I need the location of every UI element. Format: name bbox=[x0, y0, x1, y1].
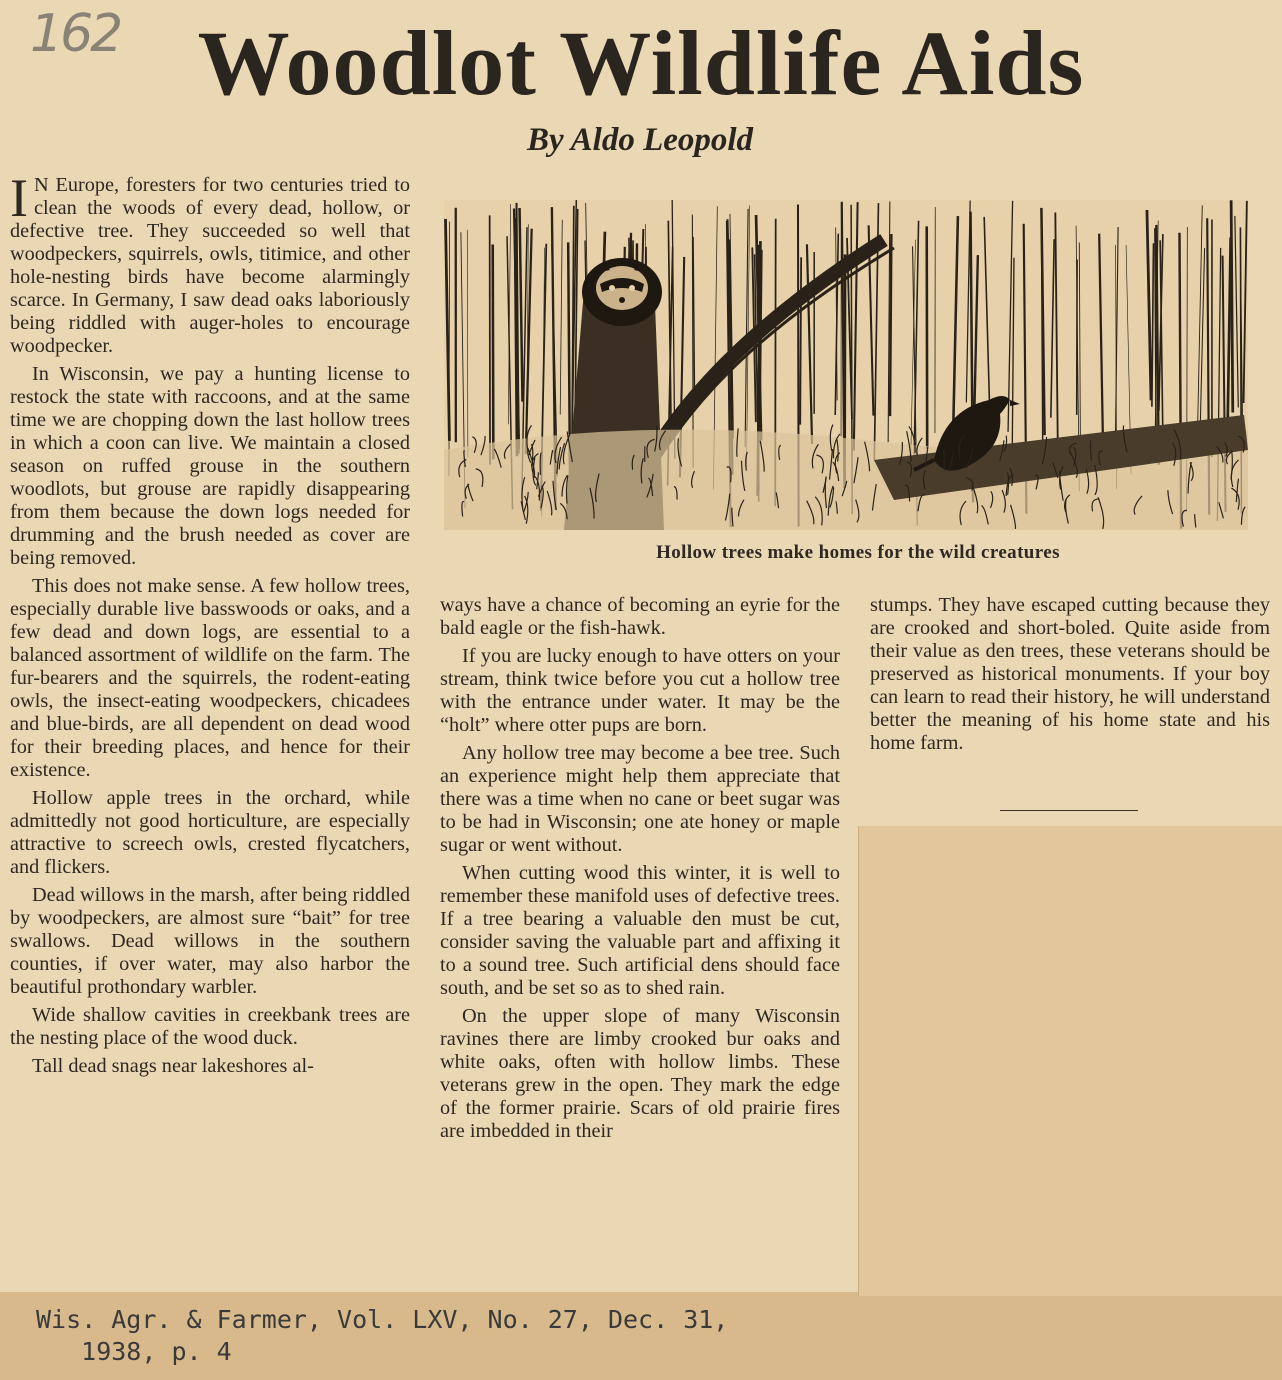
handwritten-page-number: 162 bbox=[30, 4, 121, 64]
article-column-1 bbox=[10, 168, 410, 1284]
paragraph: Dead willows in the marsh, after being riddled by woodpeckers, are almost sure “bait” for tree swallows. Dead willows in the southern counties, if over water, may also harbor the beautiful prothondary warbler. bbox=[10, 884, 410, 998]
paragraph: On the upper slope of many Wisconsin ravines there are limby crooked bur oaks and white oaks, often with hollow limbs. These veterans grew in the open. They mark the edge of the former prairie. Scars of old prairie fires are imbedded in their bbox=[440, 1005, 840, 1142]
raccoon-icon bbox=[596, 262, 648, 310]
source-line-1: Wis. Agr. & Farmer, Vol. LXV, No. 27, Dec. 31, bbox=[36, 1305, 729, 1334]
figure-caption: Hollow trees make homes for the wild creatures bbox=[656, 542, 1060, 563]
article-column-3 bbox=[870, 594, 1270, 814]
paragraph: ways have a chance of becoming an eyrie for the bald eagle or the fish-hawk. bbox=[440, 594, 840, 639]
paragraph: If you are lucky enough to have otters on your stream, think twice before you cut a hollow tree with the entrance under water. It may be the “holt” where otter pups are born. bbox=[440, 645, 840, 736]
paragraph: Hollow apple trees in the orchard, while admittedly not good horticulture, are especially attractive to screech owls, crested flycatchers, and flickers. bbox=[10, 787, 410, 878]
paragraph: Tall dead snags near lakeshores al- bbox=[32, 1055, 314, 1077]
source-citation bbox=[36, 1304, 728, 1368]
paragraph: When cutting wood this winter, it is well to remember these manifold uses of defective trees. If a tree bearing a valuable den must be cut, consider saving the valuable part and affixing it to a sound tree. Such artificial dens should face south, and be set so as to shed rain. bbox=[440, 862, 840, 999]
paragraph: I N Europe, foresters for two centuries tried to clean the woods of every dead, hollow, or defective tree. They succeeded so well that woodpeckers, squirrels, owls, titimice, and other hole-nesting birds have become alarmingly scarce. In Germany, I saw dead oaks laboriously being riddled with auger-holes to encourage woodpecker. bbox=[10, 168, 410, 357]
drop-cap: I bbox=[10, 168, 28, 228]
paragraph: This does not make sense. A few hollow trees, especially durable live basswoods or oaks, and a few dead and down logs, are essential to a balanced assortment of wildlife on the farm. The fur-bearers and the squirrels, the rodent-eating owls, the insect-eating woodpeckers, chicadees and blue-birds, are all dependent on dead wood for their breeding places, and hence for their existence. bbox=[10, 575, 410, 781]
paragraph: Wide shallow cavities in creekbank trees are the nesting place of the wood duck. bbox=[10, 1004, 410, 1049]
article-title: Woodlot Wildlife Aids bbox=[197, 12, 1085, 114]
paragraph: In Wisconsin, we pay a hunting license to restock the state with raccoons, and at the same time we are chopping down the last hollow trees in which a coon can live. We maintain a closed season on ruffed grouse in the southern woodlots, but grouse are rapidly disappearing from them because the down logs needed for drumming and the brush needed as cover are being removed. bbox=[10, 363, 410, 569]
article-column-2 bbox=[440, 594, 840, 1284]
woodland-illustration bbox=[444, 200, 1248, 530]
blank-mount-area bbox=[858, 826, 1282, 1296]
paragraph: Any hollow tree may become a bee tree. Such an experience might help them appreciate that there was a time when no cane or beet sugar was to be had in Wisconsin; one ate honey or maple sugar or went without. bbox=[440, 742, 840, 856]
source-line-2: 1938, p. 4 bbox=[36, 1337, 232, 1366]
woodland-sketch bbox=[444, 200, 1248, 530]
paragraph: stumps. They have escaped cutting because they are crooked and short-boled. Quite aside from their value as den trees, these veterans should be preserved as historical monuments. If your boy can learn to read their history, he will understand better the meaning of his home state and his home farm. bbox=[870, 594, 1270, 754]
byline: By Aldo Leopold bbox=[526, 122, 754, 158]
